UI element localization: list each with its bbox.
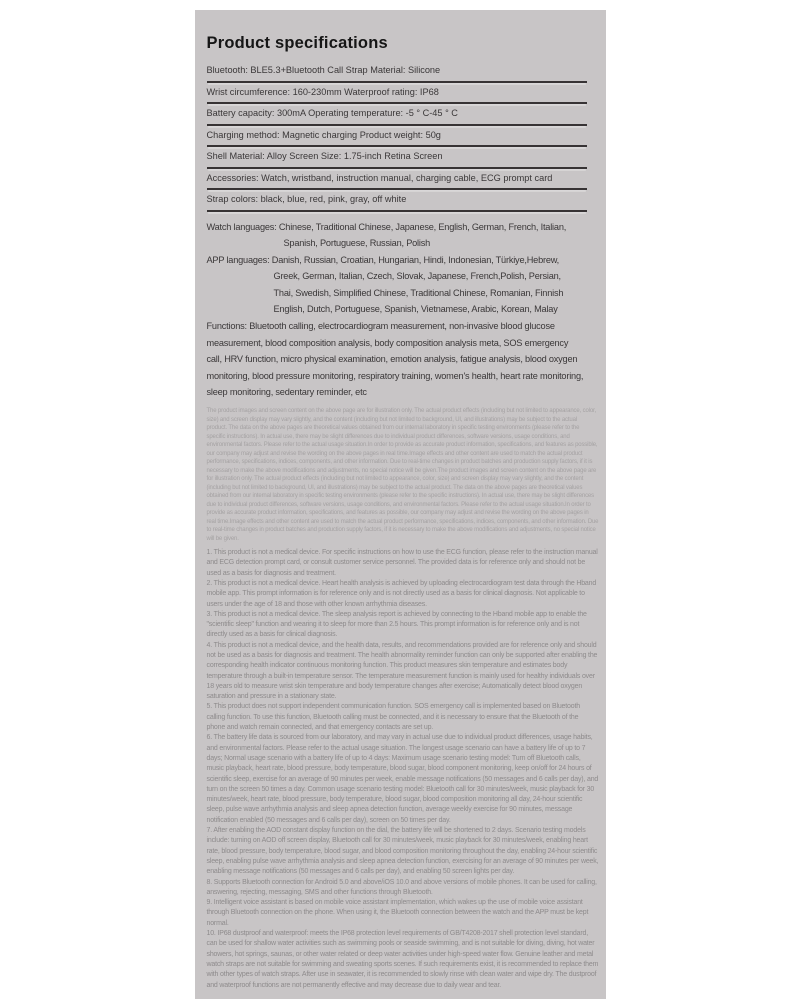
spec-row-wrist-waterproof: Wrist circumference: 160-230mm Waterproof rating: IP68 <box>207 83 587 105</box>
page-title: Product specifications <box>206 34 388 52</box>
functions-line: monitoring, blood pressure monitoring, respiratory training, women's health, heart rate monitoring, <box>206 370 584 381</box>
watch-languages-line: Spanish, Portuguese, Russian, Polish <box>283 238 431 249</box>
note-item-4: 4. This product is not a medical device, and the health data, results, and recommendations provided are for reference only and should not be used as a basis for diagnosis and treatment. The health abnormality reminder function can only be supported after enabling the corresponding health indicator continuous monitoring function. This product measures skin temperature and estimates body temperature through a built-in temperature sensor. The temperature measurement function is mainly used for healthy individuals over 18 years old to measure wrist skin temperature and body temperature changes after exercise; Automatically detect blood oxygen saturation and pressure in a stationary state. <box>206 641 598 701</box>
disclaimer-text: The product images and screen content on the above page are for illustration only. The actual product effects (including but not limited to appearance, color, size) and screen display may vary slightly, and the content (including but not limited to background, UI, and illustrations) may be subject to the actual product. The data on the above pages are theoretical values obtained from our internal laboratory in specific testing environments (please refer to the specific instructions). In actual use, there may be slight differences due to individual product differences, software versions, usage conditions, and environmental factors. Please refer to the actual usage situation.In order to provide as accurate product information, specifications, and features as possible, our company may adjust and revise the wording on the above pages in real time.Image effects and other content are used to match the actual product performance, specifications, indices, components, and other information. Due to real-time changes in product batches and production supply factors, if it is necessary to make the above modifications and adjustments, no special notice will be given.The product images and screen content on the above page are for illustration only. The actual product effects (including but not limited to appearance, color, size) and screen display may vary slightly, and the content (including but not limited to background, UI, and illustrations) may be subject to the actual product. The data on the above pages are theoretical values obtained from our internal laboratory in specific testing environments (please refer to the specific instructions). In actual use, there may be slight differences due to individual product differences, software versions, usage conditions, and environmental factors. Please refer to the actual usage situation.In order to provide as accurate product information, specifications, and features as possible, our company may adjust and revise the wording on the above pages in real time.Image effects and other content are used to match the actual product performance, specifications, indices, components, and other information. Due to real-time changes in product batches and production supply factors, if it is necessary to make the above modifications and adjustments, no special notice will be given. <box>206 408 599 542</box>
note-item-9: 9. Intelligent voice assistant is based on mobile voice assistant implementation, which wakes up the use of mobile voice assistant through Bluetooth connection on the phone. When using it, the Bluetooth connection between the watch and the APP must be kept normal. <box>206 899 589 927</box>
app-languages-line: English, Dutch, Portuguese, Spanish, Vietnamese, Arabic, Korean, Malay <box>273 304 558 315</box>
note-item-6: 6. The battery life data is sourced from our laboratory, and may vary in actual use due to individual product differences, usage habits, and environmental factors. Please refer to the actual usage situation. The longest usage scenario can have a battery life of up to 7 days; Normal usage scenario with a battery life of up to 4 days: Maximum usage scenario testing model: Turn off Bluetooth calls, music playback, heart rate, blood pressure, body temperature, blood sugar, blood component monitoring, keep on/off for 24 hours of scientific sleep, exercise for an average of 90 minutes per week, enable message notifications (50 messages and 6 calls per day), and turn on the screen 50 times a day. Common usage scenario testing model: Bluetooth call for 30 minutes/week, music playback for 30 minutes/week, heart rate, blood pressure, body temperature, blood sugar, blood composition monitoring all day, 24-hour scientific sleep, pulse wave arrhythmia analysis and sleep apnea detection function, average weekly exercise for 90 minutes, message notification enabled (50 messages and 6 calls per day), screen on 50 times per day. <box>206 734 599 824</box>
app-languages-line: Greek, German, Italian, Czech, Slovak, Japanese, French,Polish, Persian, <box>273 271 561 282</box>
spec-row-shell-screen: Shell Material: Alloy Screen Size: 1.75-inch Retina Screen <box>207 147 587 169</box>
note-item-3: 3. This product is not a medical device. The sleep analysis report is achieved by connecting to the Hband mobile app to enable the "scientific sleep" function and wearing it to sleep for more than 2.5 hours. This prompt information is for reference only and is not directly used as a basis for clinical diagnosis. <box>206 610 587 639</box>
watch-languages-line: Watch languages: Chinese, Traditional Chinese, Japanese, English, German, French, Italian, <box>206 221 567 232</box>
note-item-10: 10. IP68 dustproof and waterproof: meets the IP68 protection level requirements of GB/T4208-2017 shell protection level standard, can be used for shallow water activities such as swimming pools or seaside swimming, and is not suitable for diving, diving, hot water showers, hot springs, saunas, or other water related or deep water activities under high-speed water flow. Genuine leather and metal watch straps are not suitable for swimming and sweating sports scenes. If such requirements exist, it is recommended to replace them with other types of watch straps. After use in seawater, it is recommended to slowly rinse with clean water and wipe dry. The dustproof and waterproof functions are not permanently effective and may decrease due to daily wear and tear. <box>206 930 599 989</box>
functions-line: sleep monitoring, sedentary reminder, etc <box>206 387 367 398</box>
note-item-8: 8. Supports Bluetooth connection for Android 5.0 and above/iOS 10.0 and above versions of mobile phones. It can be used for calling, answering, rejecting, messaging, SMS and other functions through Bluetooth. <box>206 878 597 896</box>
note-item-2: 2. This product is not a medical device. Heart health analysis is achieved by uploading electrocardiogram test data through the Hband mobile app. This prompt information is for reference only and is not directly used as a basis for clinical diagnosis. Not applicable to users under the age of 18 and those with other known arrhythmia diseases. <box>206 579 597 608</box>
functions-paragraph <box>207 318 599 401</box>
functions-line: measurement, blood composition analysis, body composition analysis meta, SOS emergency <box>206 337 569 348</box>
spec-table <box>207 61 587 212</box>
app-languages-line: APP languages: Danish, Russian, Croatian, Hungarian, Hindi, Indonesian, Türkiye,Hebrew, <box>206 254 560 265</box>
functions-line: call, HRV function, micro physical examination, emotion analysis, fatigue analysis, blood oxygen <box>206 354 578 365</box>
notes-list <box>207 548 599 991</box>
watch-languages-paragraph <box>207 219 599 252</box>
app-languages-paragraph <box>207 252 599 318</box>
spec-row-strap-colors: Strap colors: black, blue, red, pink, gray, off white <box>207 190 587 212</box>
spec-row-battery-temp: Battery capacity: 300mA Operating temperature: -5 ° C-45 ° C <box>207 104 587 126</box>
spec-row-accessories: Accessories: Watch, wristband, instruction manual, charging cable, ECG prompt card <box>207 169 587 191</box>
note-item-5: 5. This product does not support independent communication function. SOS emergency call is implemented based on Bluetooth calling function. To use this function, Bluetooth calling must be connected, and it is necessary to ensure that the Bluetooth of the phone and watch remain connected, and that emergency contacts are set up. <box>206 703 580 732</box>
note-item-1: 1. This product is not a medical device. For specific instructions on how to use the ECG function, please refer to the instruction manual and ECG detection prompt card, or consult customer service personnel. The provided data is for reference only and should not be used as a basis for diagnosis and treatment. <box>206 549 598 577</box>
functions-line: Functions: Bluetooth calling, electrocardiogram measurement, non-invasive blood glucose <box>206 321 555 332</box>
app-languages-line: Thai, Swedish, Simplified Chinese, Traditional Chinese, Romanian, Finnish <box>273 287 564 298</box>
spec-row-charging-weight: Charging method: Magnetic charging Product weight: 50g <box>207 126 587 148</box>
spec-row-bluetooth-strap: Bluetooth: BLE5.3+Bluetooth Call Strap Material: Silicone <box>207 61 587 83</box>
product-spec-card <box>195 10 606 999</box>
note-item-7: 7. After enabling the AOD constant display function on the dial, the battery life will be shortened to 2 days. Scenario testing models include: turning on AOD off screen display, Bluetooth call for 30 minutes/week, music playback for 30 minutes/week, enabling heart rate, blood pressure, body temperature, blood sugar, and blood composition monitoring throughout the day, enabling 24-hour scientific sleep, enabling pulse wave arrhythmia analysis and sleep apnea detection function, exercising for an average of 90 minutes per week, enabling message notifications (50 messages and 6 calls per day), and enabling 50 screen lights per day. <box>206 827 599 876</box>
